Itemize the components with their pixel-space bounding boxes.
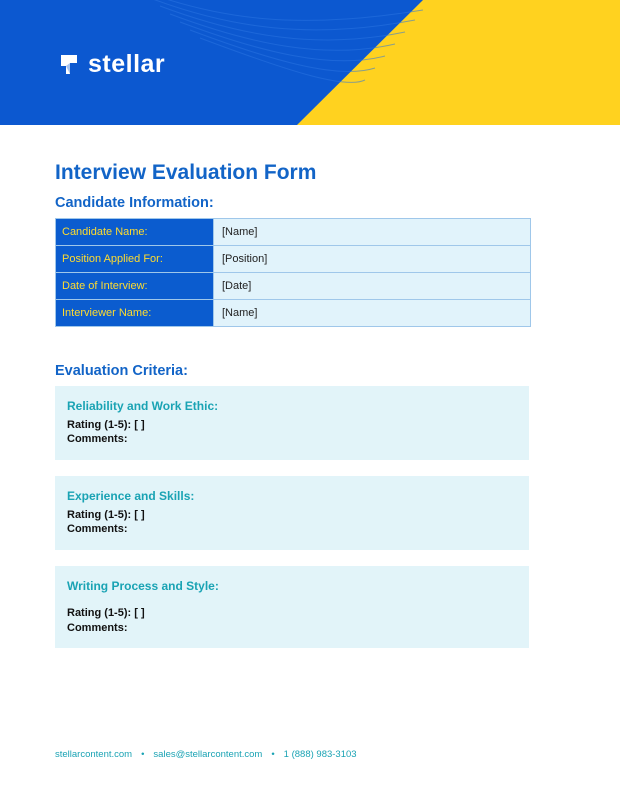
footer-website-link[interactable]: stellarcontent.com: [55, 749, 133, 760]
footer-separator: •: [271, 749, 275, 760]
header-banner: [0, 0, 620, 125]
rating-field[interactable]: Rating (1-5): [ ]: [67, 419, 145, 431]
footer-contact: [55, 749, 357, 761]
table-row: [56, 246, 531, 273]
footer-separator: •: [141, 749, 145, 760]
footer-phone[interactable]: 1 (888) 983-3103: [283, 749, 357, 760]
criteria-title: Reliability and Work Ethic:: [67, 399, 219, 413]
interview-date-field[interactable]: [Date]: [214, 273, 531, 300]
criteria-card-reliability: [55, 386, 529, 460]
criteria-card-writing: [55, 566, 529, 648]
brand-name: stellar: [88, 50, 166, 78]
interviewer-name-field[interactable]: [Name]: [214, 300, 531, 327]
criteria-title: Writing Process and Style:: [67, 579, 219, 593]
comments-field[interactable]: Comments:: [67, 523, 128, 535]
criteria-card-experience: [55, 476, 529, 550]
candidate-name-field[interactable]: [Name]: [214, 219, 531, 246]
interviewer-name-label: Interviewer Name:: [56, 300, 214, 327]
candidate-name-label: Candidate Name:: [56, 219, 214, 246]
evaluation-criteria-heading: Evaluation Criteria:: [55, 363, 188, 379]
candidate-info-table: [55, 218, 531, 327]
footer-email-link[interactable]: sales@stellarcontent.com: [153, 749, 263, 760]
page-title: Interview Evaluation Form: [55, 161, 317, 184]
position-label: Position Applied For:: [56, 246, 214, 273]
stellar-logo-icon: [57, 52, 81, 76]
candidate-info-heading: Candidate Information:: [55, 195, 214, 211]
comments-field[interactable]: Comments:: [67, 433, 128, 445]
table-row: [56, 300, 531, 327]
position-field[interactable]: [Position]: [214, 246, 531, 273]
interview-date-label: Date of Interview:: [56, 273, 214, 300]
table-row: [56, 219, 531, 246]
rating-field[interactable]: Rating (1-5): [ ]: [67, 509, 145, 521]
table-row: [56, 273, 531, 300]
stellar-logo[interactable]: [57, 50, 165, 78]
comments-field[interactable]: Comments:: [67, 622, 128, 634]
rating-field[interactable]: Rating (1-5): [ ]: [67, 607, 145, 619]
criteria-title: Experience and Skills:: [67, 489, 195, 503]
